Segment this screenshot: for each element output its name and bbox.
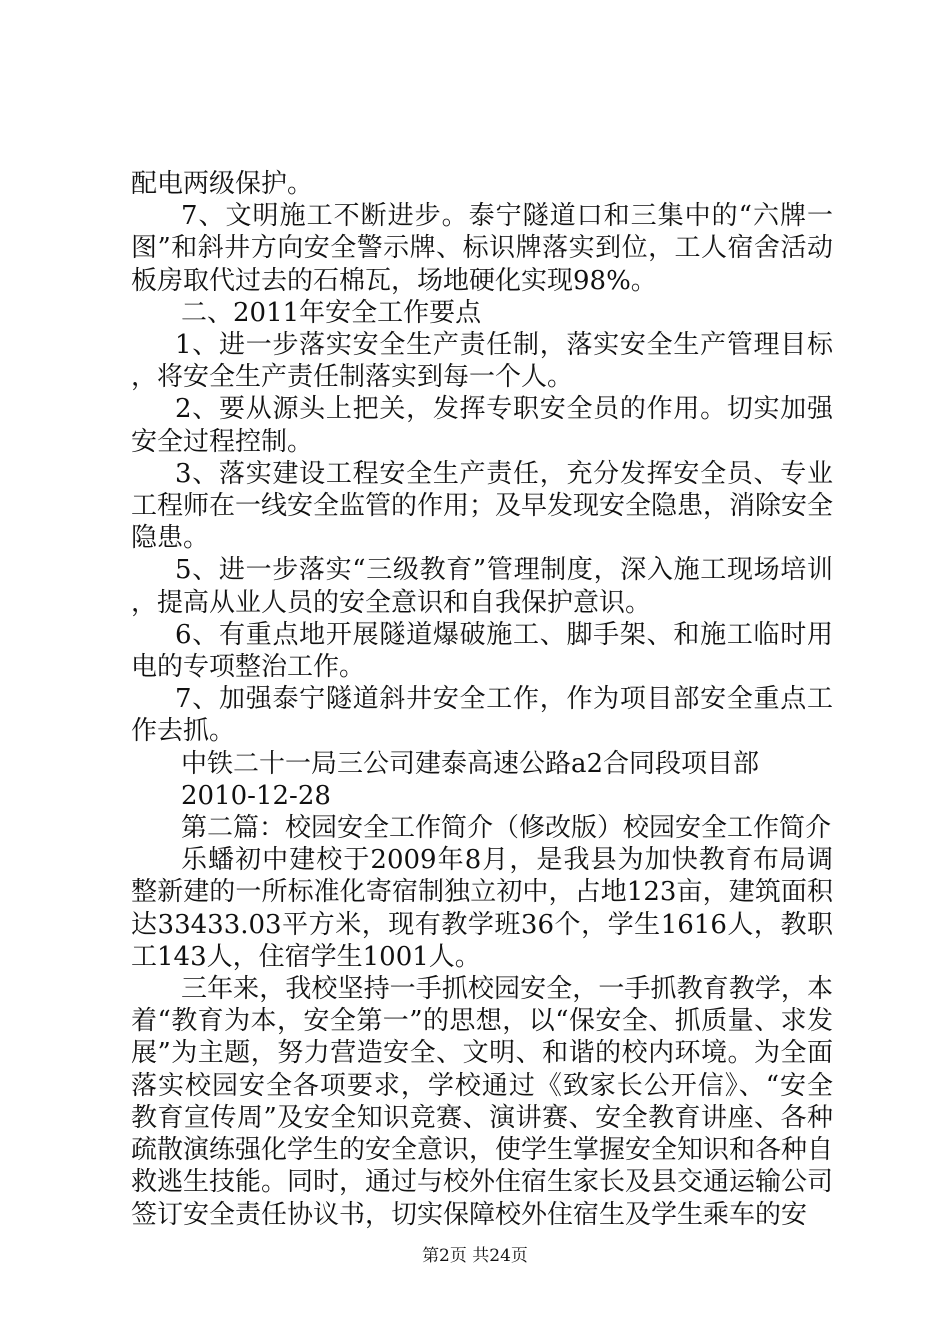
signature-date: 2010-12-28 (181, 780, 331, 811)
document-body (131, 168, 833, 1231)
paragraph-point-1: 1、进一步落实安全生产责任制，落实安全生产管理目标，将安全生产责任制落实到每一个人。 (131, 330, 833, 393)
paragraph-school-safety: 三年来，我校坚持一手抓校园安全，一手抓教育教学，本着“教育为本，安全第一”的思想，以“保安全、抓质量、求发展”为主题，努力营造安全、文明、和谐的校内环境。为全面落实校园安全各项要求，学校通过《致家长公开信》、“安全教育宣传周”及安全知识竞赛、演讲赛、安全教育讲座、各种疏散演练强化学生的安全意识，使学生掌握安全知识和各种自救逃生技能。同时，通过与校外住宿生家长及县交通运输公司签订安全责任协议书，切实保障校外住宿生及学生乘车的安 (131, 974, 834, 1230)
paragraph-item-7-civilized-construction: 7、文明施工不断进步。泰宁隧道口和三集中的“六牌一图”和斜井方向安全警示牌、标识牌落实到位，工人宿舍活动板房取代过去的石棉瓦，场地硬化实现98%。 (131, 201, 833, 296)
paragraph-point-6: 6、有重点地开展隧道爆破施工、脚手架、和施工临时用电的专项整治工作。 (131, 619, 833, 683)
page-number-footer: 第2页 共24页 (422, 1246, 528, 1266)
paragraph-school-intro: 乐蟠初中建校于2009年8月，是我县为加快教育布局调整新建的一所标准化寄宿制独立初中，占地123亩，建筑面积达33433.03平方米，现有教学班36个，学生1616人，教职工143人，住宿学生1001人。 (131, 845, 833, 972)
paragraph-point-5: 5、进一步落实“三级教育”管理制度，深入施工现场培训，提高从业人员的安全意识和自我保护意识。 (131, 555, 833, 618)
signature-organization: 中铁二十一局三公司建泰高速公路a2合同段项目部 (181, 748, 760, 779)
chapter-two-title: 第二篇：校园安全工作简介（修改版）校园安全工作简介 (181, 813, 832, 844)
paragraph-point-3: 3、落实建设工程安全生产责任，充分发挥安全员、专业工程师在一线安全监管的作用；及早发现安全隐患，消除安全隐患。 (131, 458, 834, 554)
paragraph-point-7: 7、加强泰宁隧道斜井安全工作，作为项目部安全重点工作去抓。 (131, 684, 833, 747)
paragraph-continuation: 配电两级保护。 (131, 169, 314, 199)
paragraph-point-2: 2、要从源头上把关，发挥专职安全员的作用。切实加强安全过程控制。 (131, 394, 833, 457)
section-heading-2011-key-points: 二、2011年安全工作要点 (181, 297, 482, 328)
